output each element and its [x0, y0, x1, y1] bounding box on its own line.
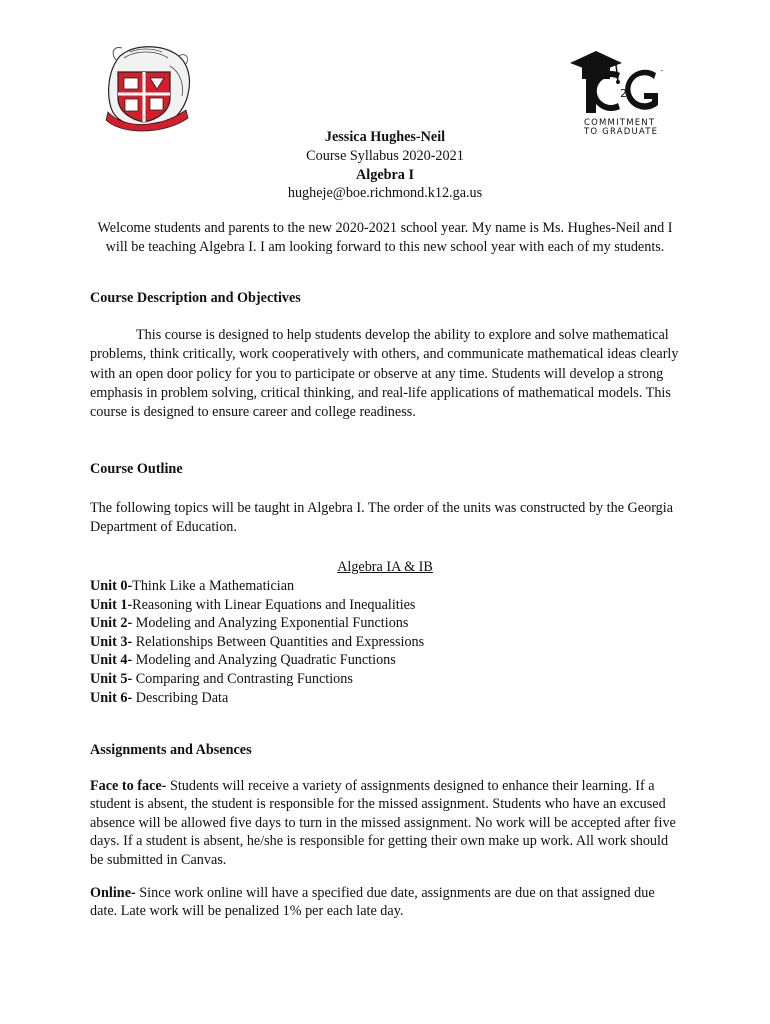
unit-item: Unit 6- Describing Data	[90, 689, 229, 706]
online-paragraph	[90, 884, 680, 921]
face-to-face-paragraph	[90, 777, 680, 869]
to-graduate-text: TO GRADUATE	[584, 127, 659, 135]
description-paragraph	[90, 326, 680, 422]
unit-item: Unit 1-Reasoning with Linear Equations and Inequalities	[90, 596, 416, 613]
svg-text:™: ™	[660, 69, 664, 74]
teacher-name: Jessica Hughes-Neil	[324, 129, 446, 145]
outline-subtitle: Algebra IA & IB	[337, 559, 433, 575]
teacher-email[interactable]: hugheje@boe.richmond.k12.ga.us	[287, 185, 483, 201]
face-to-face-text: Students will receive a variety of assignments designed to enhance their learning. If a student is absent, the student is responsible for the missed assignment. Students who have an excused absence will be allowed five days to turn in the missed assignment. No work will be accepted after five days. If a student is absent, he/she is responsible for getting their own make up work. All work should be submitted in Canvas.	[90, 778, 676, 868]
description-text: This course is designed to help students develop the ability to explore and solve mathematical problems, think critically, work cooperatively with others, and communicate mathematical ideas clearly with an open door policy for you to participate or observe at any time. Students will develop a strong emphasis in problem solving, critical thinking, and real-life applications of mathematical models. This course is designed to ensure career and college readiness.	[90, 327, 679, 421]
unit-item: Unit 5- Comparing and Contrasting Functions	[90, 670, 353, 687]
outline-intro: The following topics will be taught in Algebra I. The order of the units was constructed by the Georgia Department of Education.	[90, 500, 673, 536]
assignments-heading: Assignments and Absences	[90, 742, 252, 758]
unit-item: Unit 3- Relationships Between Quantities and Expressions	[90, 633, 425, 650]
unit-item: Unit 2- Modeling and Analyzing Exponential Functions	[90, 615, 409, 632]
unit-item: Unit 4- Modeling and Analyzing Quadratic Functions	[90, 652, 396, 669]
course-title: Algebra I	[356, 167, 414, 183]
online-text: Since work online will have a specified due date, assignments are due on that assigned due date. Late work will be penalized 1% per each late day.	[90, 885, 655, 920]
unit-list	[90, 577, 680, 707]
svg-text:2: 2	[620, 87, 627, 100]
online-label: Online-	[90, 885, 136, 901]
commitment-to-graduate-logo	[566, 45, 674, 135]
school-crest-logo	[100, 42, 196, 132]
syllabus-title: Course Syllabus 2020-2021	[306, 148, 464, 164]
description-heading: Course Description and Objectives	[90, 290, 301, 306]
unit-item: Unit 0-Think Like a Mathematician	[90, 578, 295, 594]
face-to-face-label: Face to face-	[90, 778, 167, 794]
outline-heading: Course Outline	[90, 461, 183, 477]
welcome-paragraph: Welcome students and parents to the new 2020-2021 school year. My name is Ms. Hughes-Neil and I will be teaching Algebra I. I am looking forward to this new school year with each of my students.	[97, 220, 673, 255]
commitment-text: COMMITMENT	[584, 118, 656, 128]
